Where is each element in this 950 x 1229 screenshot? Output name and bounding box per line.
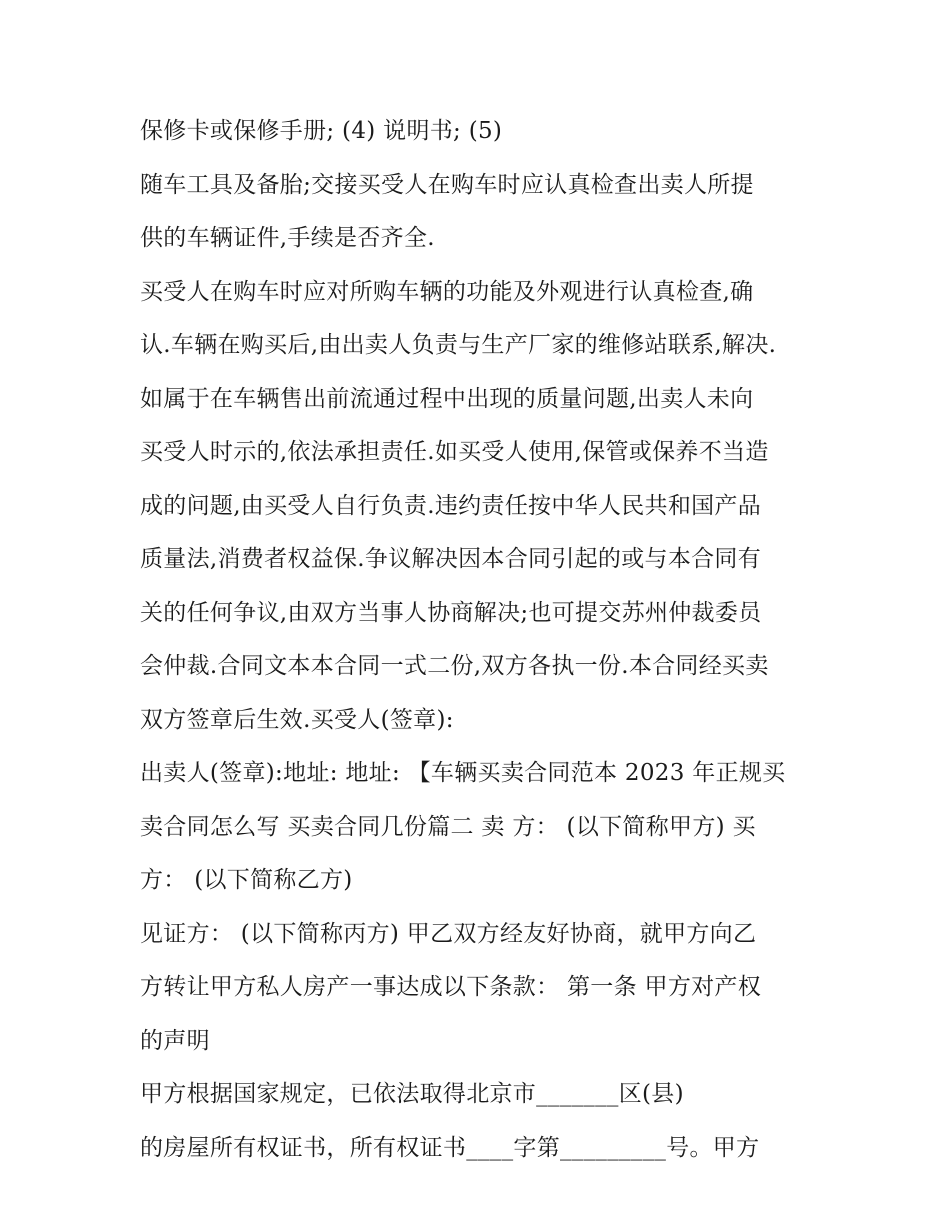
text-line: 买受人时示的,依法承担责任.如买受人使用,保管或保养不当造 [140, 439, 769, 465]
text-line: 供的车辆证件,手续是否齐全. [140, 225, 435, 251]
text-line: 会仲裁.合同文本本合同一式二份,双方各执一份.本合同经买卖 [140, 653, 769, 679]
text-line: 双方签章后生效.买受人(签章): [140, 706, 454, 733]
text-line: 如属于在车辆售出前流通过程中出现的质量问题,出卖人未向 [140, 385, 754, 412]
text-line: 甲方根据国家规定，已依法取得北京市_______区(县) [140, 1081, 684, 1107]
text-line: 保修卡或保修手册; (4) 说明书; (5) [140, 118, 503, 144]
text-line: 成的问题,由买受人自行负责.违约责任按中华人民共和国产品 [140, 492, 762, 519]
text-line: 的房屋所有权证书，所有权证书____字第_________号。甲方 [140, 1134, 760, 1161]
text-line: 随车工具及备胎;交接买受人在购车时应认真检查出卖人所提 [140, 171, 754, 198]
text-line: 买受人在购车时应对所购车辆的功能及外观进行认真检查,确 [140, 278, 754, 305]
text-line: 出卖人(签章):地址: 地址: 【车辆买卖合同范本 2023 年正规买 [140, 760, 786, 786]
text-line: 方： (以下简称乙方) [140, 867, 353, 893]
text-line: 认.车辆在购买后,由出卖人负责与生产厂家的维修站联系,解决. [140, 332, 777, 358]
text-line: 质量法,消费者权益保.争议解决因本合同引起的或与本合同有 [140, 546, 762, 572]
document-body [140, 111, 820, 1181]
text-line: 卖合同怎么写 买卖合同几份篇二 卖 方： (以下简称甲方) 买 [140, 813, 756, 840]
text-line: 方转让甲方私人房产一事达成以下条款： 第一条 甲方对产权 [140, 974, 762, 1000]
text-line: 见证方： (以下简称丙方) 甲乙双方经友好协商，就甲方向乙 [140, 920, 757, 947]
text-line: 关的任何争议,由双方当事人协商解决;也可提交苏州仲裁委员 [140, 599, 762, 626]
text-line: 的声明 [140, 1027, 210, 1054]
